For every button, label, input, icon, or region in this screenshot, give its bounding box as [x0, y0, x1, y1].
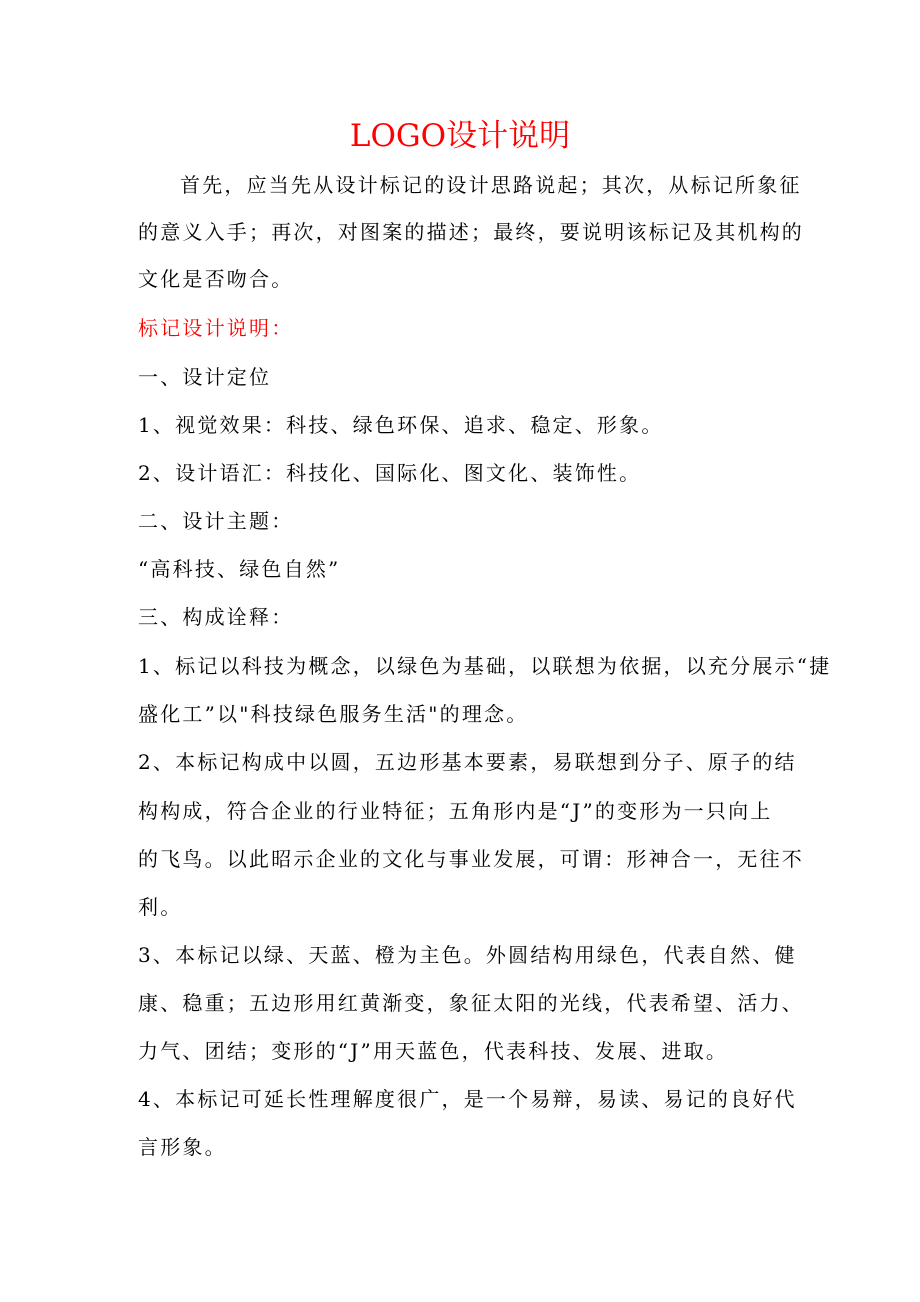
section2-heading: 二、设计主题： — [138, 509, 294, 533]
section1-item-1: 1、视觉效果：科技、绿色环保、追求、稳定、形象。 — [138, 413, 664, 437]
section3-item4-line-2: 言形象。 — [138, 1135, 227, 1159]
intro-line-1: 首先，应当先从设计标记的设计思路说起；其次，从标记所象征 — [180, 173, 802, 197]
subtitle: 标记设计说明： — [138, 316, 294, 340]
section2-theme: “高科技、绿色自然” — [138, 557, 341, 581]
section3-item2-line-4: 利。 — [138, 895, 183, 919]
section3-item4-line-1: 4、本标记可延长性理解度很广，是一个易辩，易读、易记的良好代 — [138, 1087, 797, 1111]
section1-heading: 一、设计定位 — [138, 365, 272, 389]
section3-item2-line-2: 构构成，符合企业的行业特征；五角形内是“J”的变形为一只向上 — [138, 799, 773, 823]
document-title: LOGO设计说明 — [349, 118, 571, 154]
section3-item1-line-1: 1、标记以科技为概念，以绿色为基础，以联想为依据，以充分展示“捷 — [138, 654, 832, 678]
section3-item1-line-2: 盛化工”以"科技绿色服务生活"的理念。 — [138, 702, 529, 726]
section3-heading: 三、构成诠释： — [138, 605, 294, 629]
section3-item3-line-1: 3、本标记以绿、天蓝、橙为主色。外圆结构用绿色，代表自然、健 — [138, 943, 797, 967]
section3-item2-line-3: 的飞鸟。以此昭示企业的文化与事业发展，可谓：形神合一，无往不 — [138, 847, 804, 871]
section3-item3-line-3: 力气、团结；变形的“J”用天蓝色，代表科技、发展、进取。 — [138, 1039, 729, 1063]
intro-line-3: 文化是否吻合。 — [138, 267, 294, 291]
section3-item2-line-1: 2、本标记构成中以圆，五边形基本要素，易联想到分子、原子的结 — [138, 750, 797, 774]
intro-line-2: 的意义入手；再次，对图案的描述；最终，要说明该标记及其机构的 — [138, 220, 804, 244]
section1-item-2: 2、设计语汇：科技化、国际化、图文化、装饰性。 — [138, 461, 642, 485]
section3-item3-line-2: 康、稳重；五边形用红黄渐变，象征太阳的光线，代表希望、活力、 — [138, 991, 804, 1015]
